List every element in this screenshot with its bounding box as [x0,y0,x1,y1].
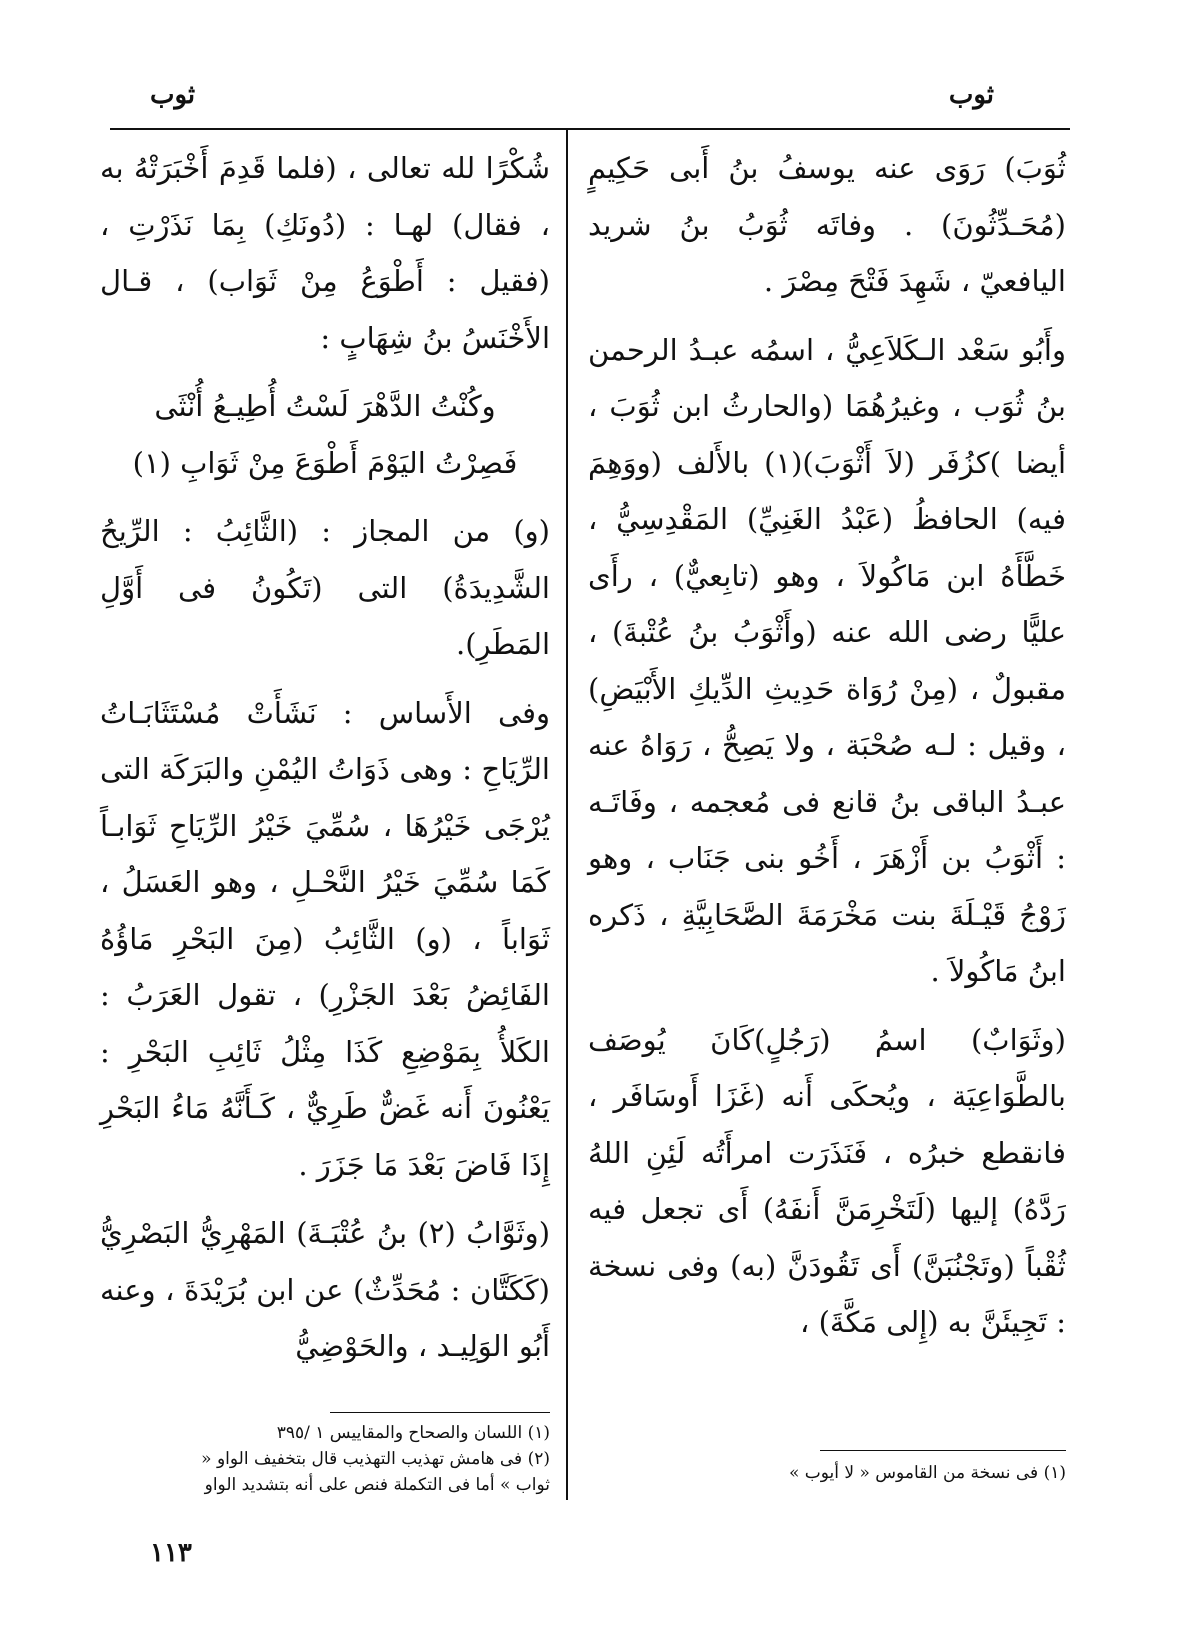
footnote-rule-left [330,1412,550,1413]
footnotes-left [190,1420,550,1498]
left-paragraph-4: (وثَوَّابُ (٢) بنُ عُتْبَـةَ) المَهْرِيُّ البَصْرِيُّ (كَكَتَّان : مُحَدِّثٌ) عن ابن بُرَيْدَةَ ، وعنه أَبُو الوَلِيـد ، والحَوْضِيُّ [100,1216,551,1363]
right-paragraph-2: وأَبُو سَعْد الـكَلاَعِيُّ ، اسمُه عبـدُ الرحمن بنُ ثُوَب ، وغيرُهُمَا (والحارثُ ابن ثُوَبَ ، أيضا )كزُفَر (لاَ أَثْوَبَ)(١) بالأَلف (ووَهِمَ فيه) الحافظُ (عَبْدُ الغَنِيِّ) المَقْدِسِيُّ ، خَطَّأَهُ ابن مَاكُولاَ ، وهو (تابِعيٌّ) ، رأَى عليًّا رضى الله عنه (وأَثْوَبُ بنُ عُتْبةَ) ، مقبولٌ ، (مِنْ رُوَاة حَدِيثِ الدِّيكِ الأَبْيَضِ) ، وقيل : لـه صُحْبَة ، ولا يَصِحُّ ، رَوَاهُ عنه عبـدُ الباقى بنُ قانع فى مُعجمه ، وفَاتَـه : أَثْوَبُ بن أَزْهَرَ ، أَخُو بنى جَنَاب ، وهو زَوْجُ قَيْـلَةَ بنت مَخْرَمَةَ الصَّحَابِيَّةِ ، ذَكره ابنُ مَاكُولاَ . [588,332,1067,988]
left-paragraph-1: شُكْرًا لله تعالى ، (فلما قَدِمَ أَخْبَرَتْهُ به ، فقال) لهـا : (دُونَكِ) بِمَا نَذَرْتِ ، (فقيل : أَطْوَعُ مِنْ ثَوَاب) ، قـال الأَخْنَسُ بنُ شِهَابٍ : [100,151,550,355]
column-divider [566,130,568,1500]
left-column [100,140,550,1387]
footnote-right-1: (١) فى نسخة من القاموس « لا أيوب » [788,1463,1066,1483]
running-head-right: ثوب [948,80,994,110]
footnote-left-2: (٢) فى هامش تهذيب التهذيب قال بتخفيف الواو « ثواب » أما فى التكملة فنص على أنه بتشديد الواو [201,1449,550,1495]
header-rule [110,128,1070,130]
right-paragraph-3: (وثَوَابٌ) اسمُ (رَجُلٍ)كَانَ يُوصَف بالطَّوَاعِيَة ، ويُحكَى أَنه (غَزَا أَوسَافَر ، فانقطع خبرُه ، فَنَذَرَت امرأَتُه لَئِنِ اللهُ رَدَّهُ) إليها (لَتَخْرِمَنَّ أَنفَهُ) أَى تجعل فيه ثُقْباً (وتَجْنُبَنَّ) أَى تَقُودَنَّ (به) وفى نسخة : تَجِيئَنَّ به (إِلى مَكَّةَ) ، [588,1022,1066,1339]
poem-verse-1: وكُنْتُ الدَّهْرَ لَسْتُ أُطِيـعُ أُنْثَى [154,389,496,423]
left-paragraph-2: (و) من المجاز : (الثَّائِبُ : الرِّيحُ الشَّدِيدَةُ) التى (تَكُونُ فى أَوَّلِ المَطَرِ). [100,514,550,661]
page-number: ١١٣ [150,1538,192,1568]
footnotes-right [700,1460,1066,1486]
right-paragraph-1: ثُوَبَ) رَوَى عنه يوسفُ بنُ أَبى حَكِيمٍ (مُحَـدِّثُونَ) . وفاتَه ثُوَبُ بنُ شريد اليافعيّ ، شَهِدَ فَتْحَ مِصْرَ . [588,151,1066,298]
running-head-left: ثوب [150,80,196,110]
footnote-left-1: (١) اللسان والصحاح والمقاييس ١ /٣٩٥ [276,1423,550,1443]
right-column [588,140,1066,1363]
poem-verse-2: فَصِرْتُ اليَوْمَ أَطْوَعَ مِنْ ثَوَابِ (١) [132,445,518,480]
left-paragraph-3: وفى الأَساس : نَشَأَتْ مُسْتَثَابَـاتُ الرِّيَاحِ : وهى ذَوَاتُ اليُمْنِ والبَرَكَة التى يُرْجَى خَيْرُهَا ، سُمِّيَ خَيْرُ الرِّيَاحِ ثَوَابـاً كَمَا سُمِّيَ خَيْرُ النَّحْـلِ ، وهو العَسَلُ ، ثَوَاباً ، (و) الثَّائِبُ (مِنَ البَحْرِ مَاؤُهُ الفَائِضُ بَعْدَ الجَزْرِ) ، تقول العَرَبُ : الكَلأُ بِمَوْضِعِ كَذَا مِثْلُ ثَائِبِ البَحْرِ : يَعْنُونَ أَنه غَضٌّ طَرِيٌّ ، كَـأَنَّهُ مَاءُ البَحْرِ إِذَا فَاضَ بَعْدَ مَا جَزَرَ . [100,695,550,1182]
footnote-rule-right [820,1450,1066,1451]
